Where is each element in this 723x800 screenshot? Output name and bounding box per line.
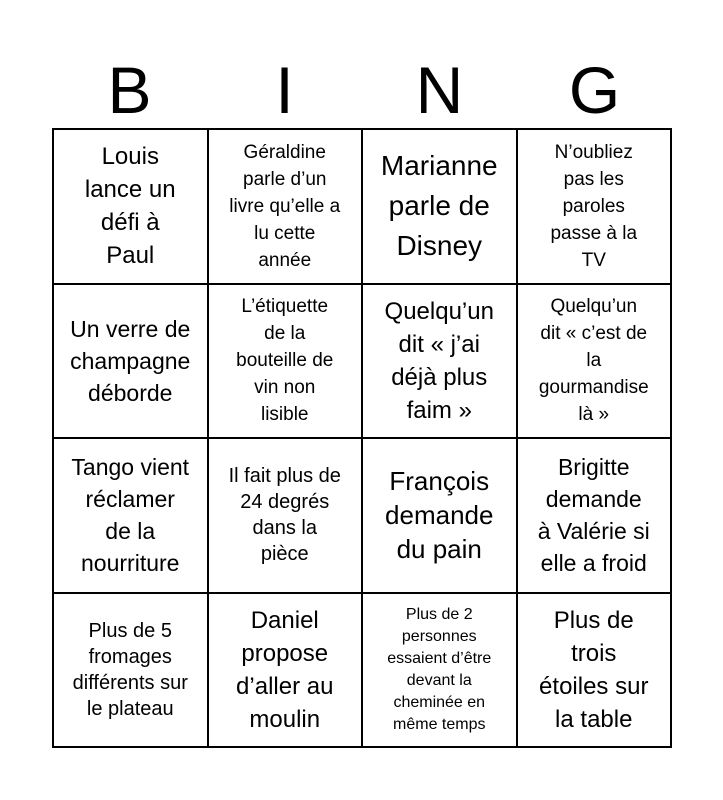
bingo-cell: [363, 594, 518, 749]
bingo-cell: [54, 285, 209, 440]
bingo-cell: [54, 594, 209, 749]
cell-text: L’étiquette de la bouteille de vin non lisible: [236, 296, 334, 426]
cell-text: Brigitte demande à Valérie si elle a froid: [537, 454, 650, 577]
header-letter-g: G: [568, 53, 621, 127]
bingo-cell: [363, 285, 518, 440]
header-letter-n: N: [415, 53, 464, 127]
header-letter-i: I: [275, 53, 294, 127]
cell-text: Louis lance un défi à Paul: [84, 143, 176, 270]
bingo-cell: [54, 130, 209, 285]
bingo-cell: [363, 130, 518, 285]
bingo-cell: [518, 285, 673, 440]
bingo-cell: [54, 439, 209, 594]
cell-text: Tango vient réclamer de la nourriture: [71, 454, 190, 577]
cell-text: Il fait plus de 24 degrés dans la pièce: [228, 465, 341, 566]
bingo-cell: [209, 439, 364, 594]
bingo-header: [52, 52, 672, 128]
bingo-cell: [518, 130, 673, 285]
bingo-cell: [209, 594, 364, 749]
cell-text: François demande du pain: [385, 466, 494, 565]
cell-text: N’oubliez pas les paroles passe à la TV: [550, 141, 638, 271]
cell-text: Plus de 2 personnes essaient d’être devant la cheminée en même temps: [387, 605, 492, 733]
bingo-cell: [209, 130, 364, 285]
header-letter-b: B: [107, 53, 152, 127]
cell-text: Plus de 5 fromages différents sur le plateau: [72, 619, 188, 720]
cell-text: Daniel propose d’aller au moulin: [236, 606, 334, 733]
cell-text: Marianne parle de Disney: [380, 150, 498, 262]
cell-text: Quelqu’un dit « c’est de la gourmandise là »: [538, 296, 649, 426]
bingo-cell: [209, 285, 364, 440]
cell-text: Un verre de champagne déborde: [70, 315, 191, 406]
cell-text: Géraldine parle d’un livre qu’elle a lu cette année: [229, 141, 341, 271]
bingo-cell: [518, 594, 673, 749]
cell-text: Quelqu’un dit « j’ai déjà plus faim »: [384, 297, 494, 424]
bingo-cell: [363, 439, 518, 594]
cell-text: Plus de trois étoiles sur la table: [539, 606, 649, 733]
bingo-grid: [52, 128, 672, 748]
bingo-cell: [518, 439, 673, 594]
